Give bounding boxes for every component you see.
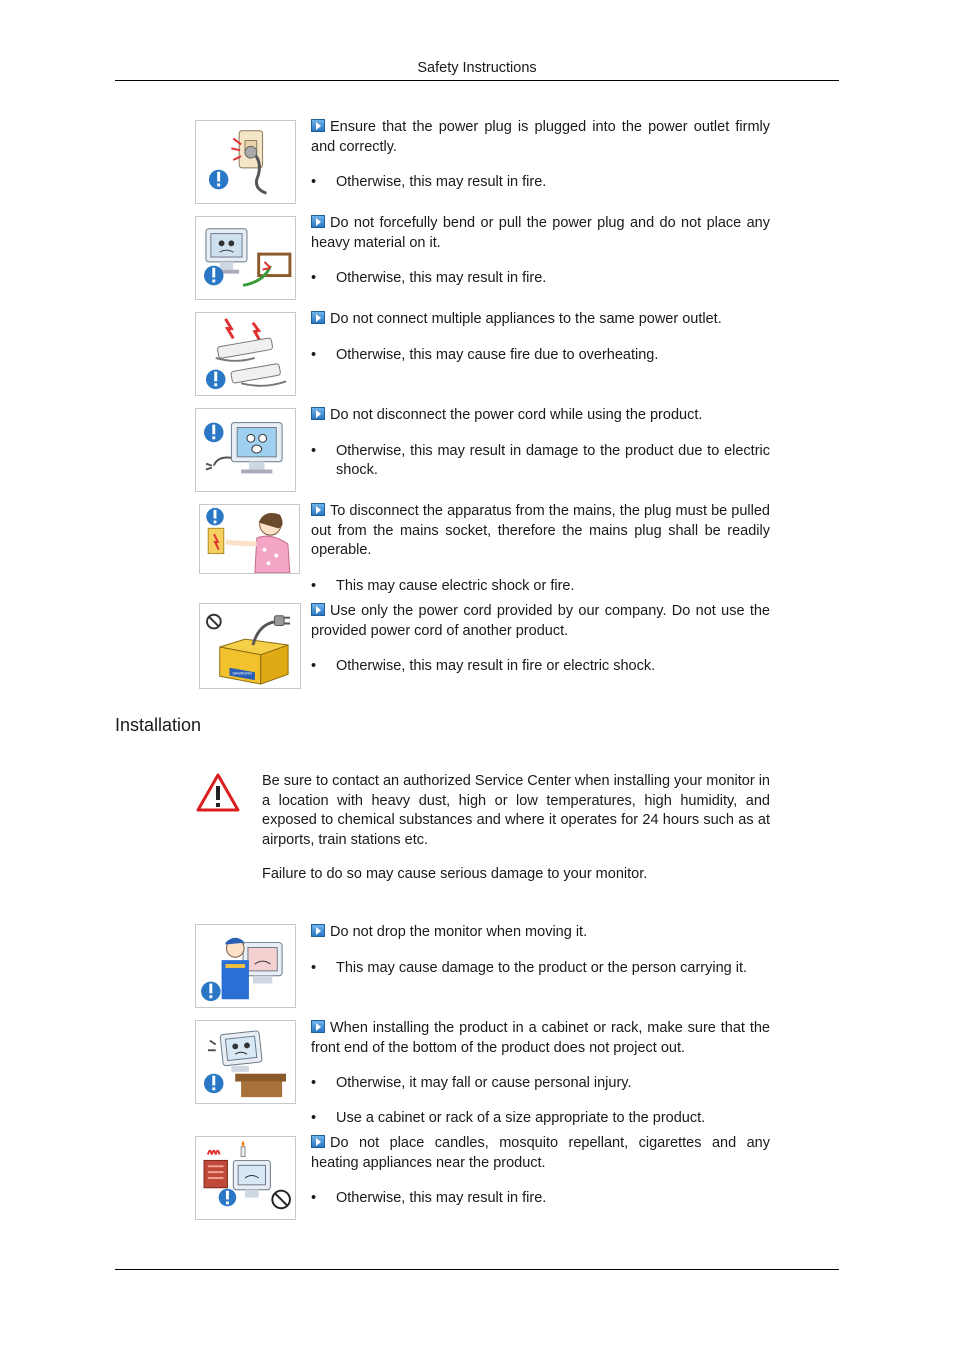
caution-arrow-icon — [311, 924, 325, 937]
power-item-2 — [311, 214, 770, 289]
caution-arrow-icon — [311, 311, 325, 324]
footer-rule — [115, 1269, 839, 1270]
caution-arrow-icon — [311, 503, 325, 516]
item-bullet: • Otherwise, it may fall or cause personal injury. — [311, 1075, 632, 1091]
item-bullet: • Otherwise, this may result in fire. — [311, 1190, 547, 1206]
warning-triangle-icon — [196, 772, 240, 812]
installation-warning — [262, 772, 770, 885]
item-lead: Do not forcefully bend or pull the power plug and do not place any heavy material on it. — [311, 215, 770, 251]
item-lead: Do not connect multiple appliances to the same power outlet. — [311, 310, 770, 330]
item-lead: Use only the power cord provided by our company. Do not use the provided power cord of another product. — [311, 603, 770, 639]
illustration-company-power-cord-box — [199, 603, 301, 689]
item-bullet: • This may cause electric shock or fire. — [311, 577, 575, 594]
item-lead: Do not disconnect the power cord while using the product. — [311, 406, 770, 426]
illustration-woman-unplugging — [199, 504, 300, 574]
item-bullet: • This may cause damage to the product or the person carrying it. — [311, 959, 748, 976]
caution-arrow-icon — [311, 603, 325, 616]
box-brand-logo: SAMSUNG — [232, 670, 253, 676]
power-item-1 — [311, 118, 770, 193]
illustration-bent-plug — [195, 216, 296, 300]
item-bullet: • Otherwise, this may result in fire or electric shock. — [311, 658, 656, 674]
header-rule — [115, 80, 839, 81]
illustration-plug-in-outlet — [195, 120, 296, 204]
warning-followup: Failure to do so may cause serious damage to your monitor. — [262, 866, 648, 882]
caution-arrow-icon — [311, 1135, 325, 1148]
power-item-4 — [311, 406, 770, 481]
item-bullet: • Otherwise, this may result in fire. — [311, 174, 547, 190]
item-bullet: • Otherwise, this may cause fire due to overheating. — [311, 346, 659, 363]
section-title-installation: Installation — [115, 715, 202, 735]
installation-item-2 — [311, 1019, 770, 1128]
item-lead: Do not drop the monitor when moving it. — [311, 923, 770, 943]
item-bullet: • Use a cabinet or rack of a size appropriate to the product. — [311, 1109, 706, 1126]
illustration-overloaded-outlet — [195, 312, 296, 396]
caution-arrow-icon — [311, 1020, 325, 1033]
item-bullet: • Otherwise, this may result in damage to the product due to electric shock. — [311, 442, 770, 478]
item-bullet: • Otherwise, this may result in fire. — [311, 270, 547, 286]
illustration-carrying-monitor — [195, 924, 296, 1008]
page-header-title: Safety Instructions — [417, 60, 537, 76]
power-item-3 — [311, 310, 770, 365]
item-lead: When installing the product in a cabinet or rack, make sure that the front end of the bottom of the product does not project out. — [311, 1020, 770, 1056]
illustration-heat-sources-near-monitor — [195, 1136, 296, 1220]
item-lead: Ensure that the power plug is plugged into the power outlet firmly and correctly. — [311, 119, 770, 155]
caution-arrow-icon — [311, 215, 325, 228]
caution-arrow-icon — [311, 119, 325, 132]
power-item-5 — [311, 502, 770, 596]
item-lead: Do not place candles, mosquito repellant, cigarettes and any heating appliances near the product. — [311, 1135, 770, 1171]
installation-item-1 — [311, 923, 770, 978]
illustration-disconnect-cord — [195, 408, 296, 492]
power-item-6 — [311, 602, 770, 677]
installation-item-3 — [311, 1134, 770, 1209]
caution-arrow-icon — [311, 407, 325, 420]
item-lead: To disconnect the apparatus from the mains, the plug must be pulled out from the mains socket, therefore the mains plug shall be readily operable. — [311, 503, 770, 558]
warning-text: Be sure to contact an authorized Service Center when installing your monitor in a location with heavy dust, high or low temperatures, high humidity, and exposed to chemical substances and where it operates for 24 hours such as at airports, train stations etc. — [262, 773, 770, 848]
illustration-monitor-on-cabinet — [195, 1020, 296, 1104]
